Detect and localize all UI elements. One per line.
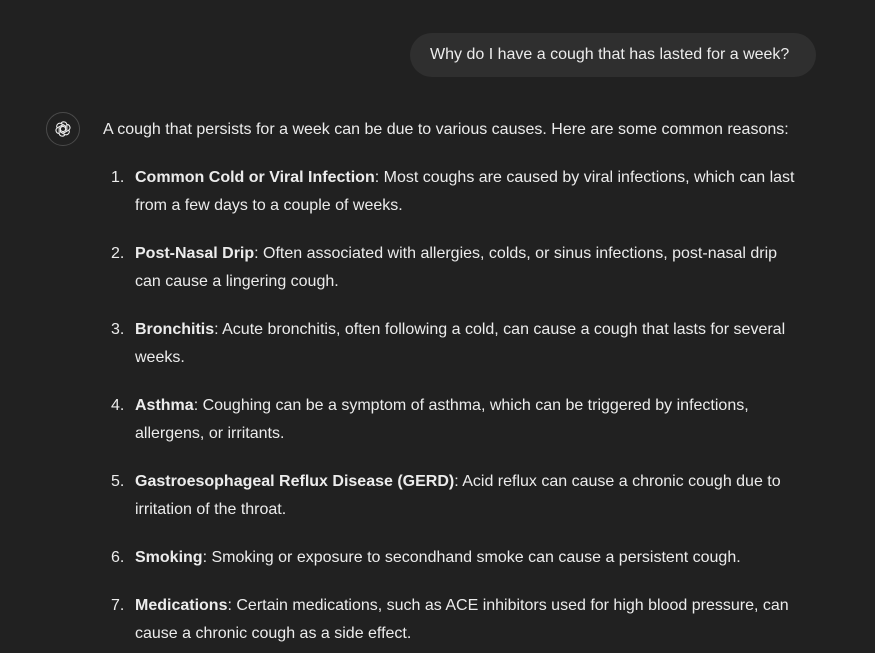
list-item — [103, 240, 803, 296]
openai-logo-icon — [53, 119, 73, 139]
list-item-text: : Most coughs are caused by viral infections, which can last from a few days to a couple of weeks. — [135, 169, 795, 214]
list-item-term: Smoking — [135, 549, 203, 566]
list-item — [103, 544, 803, 572]
list-item-term: Medications — [135, 597, 228, 614]
list-item-number: 3. — [111, 321, 125, 338]
list-item — [103, 392, 803, 448]
list-item-term: Bronchitis — [135, 321, 215, 338]
list-item-text: : Coughing can be a symptom of asthma, which can be triggered by infections, allergens, or irritants. — [135, 397, 749, 442]
list-item-term: Post-Nasal Drip — [135, 245, 255, 262]
reasons-list — [103, 164, 823, 648]
list-item-term: Asthma — [135, 397, 194, 414]
user-message-text: Why do I have a cough that has lasted for a week? — [430, 46, 790, 63]
list-item-number: 7. — [111, 597, 125, 614]
list-item-text: : Acid reflux can cause a chronic cough due to irritation of the throat. — [135, 473, 781, 518]
list-item-text: : Often associated with allergies, colds, or sinus infections, post-nasal drip can cause a lingering cough. — [135, 245, 778, 290]
list-item — [103, 316, 803, 372]
list-item-number: 5. — [111, 473, 125, 490]
list-item-text: : Certain medications, such as ACE inhibitors used for high blood pressure, can cause a chronic cough as a side effect. — [135, 597, 789, 642]
list-item-number: 4. — [111, 397, 125, 414]
list-item — [103, 592, 803, 648]
list-item-number: 1. — [111, 169, 125, 186]
user-message-bubble — [410, 33, 816, 77]
list-item — [103, 164, 803, 220]
list-item-term: Common Cold or Viral Infection — [135, 169, 375, 186]
assistant-avatar — [46, 112, 80, 146]
assistant-intro: A cough that persists for a week can be due to various causes. Here are some common reasons: — [103, 121, 789, 138]
list-item-number: 6. — [111, 549, 125, 566]
list-item-number: 2. — [111, 245, 125, 262]
list-item-text: : Acute bronchitis, often following a cold, can cause a cough that lasts for several weeks. — [135, 321, 786, 366]
assistant-message — [103, 116, 823, 653]
list-item-text: : Smoking or exposure to secondhand smoke can cause a persistent cough. — [202, 549, 741, 566]
list-item — [103, 468, 803, 524]
list-item-term: Gastroesophageal Reflux Disease (GERD) — [135, 473, 455, 490]
